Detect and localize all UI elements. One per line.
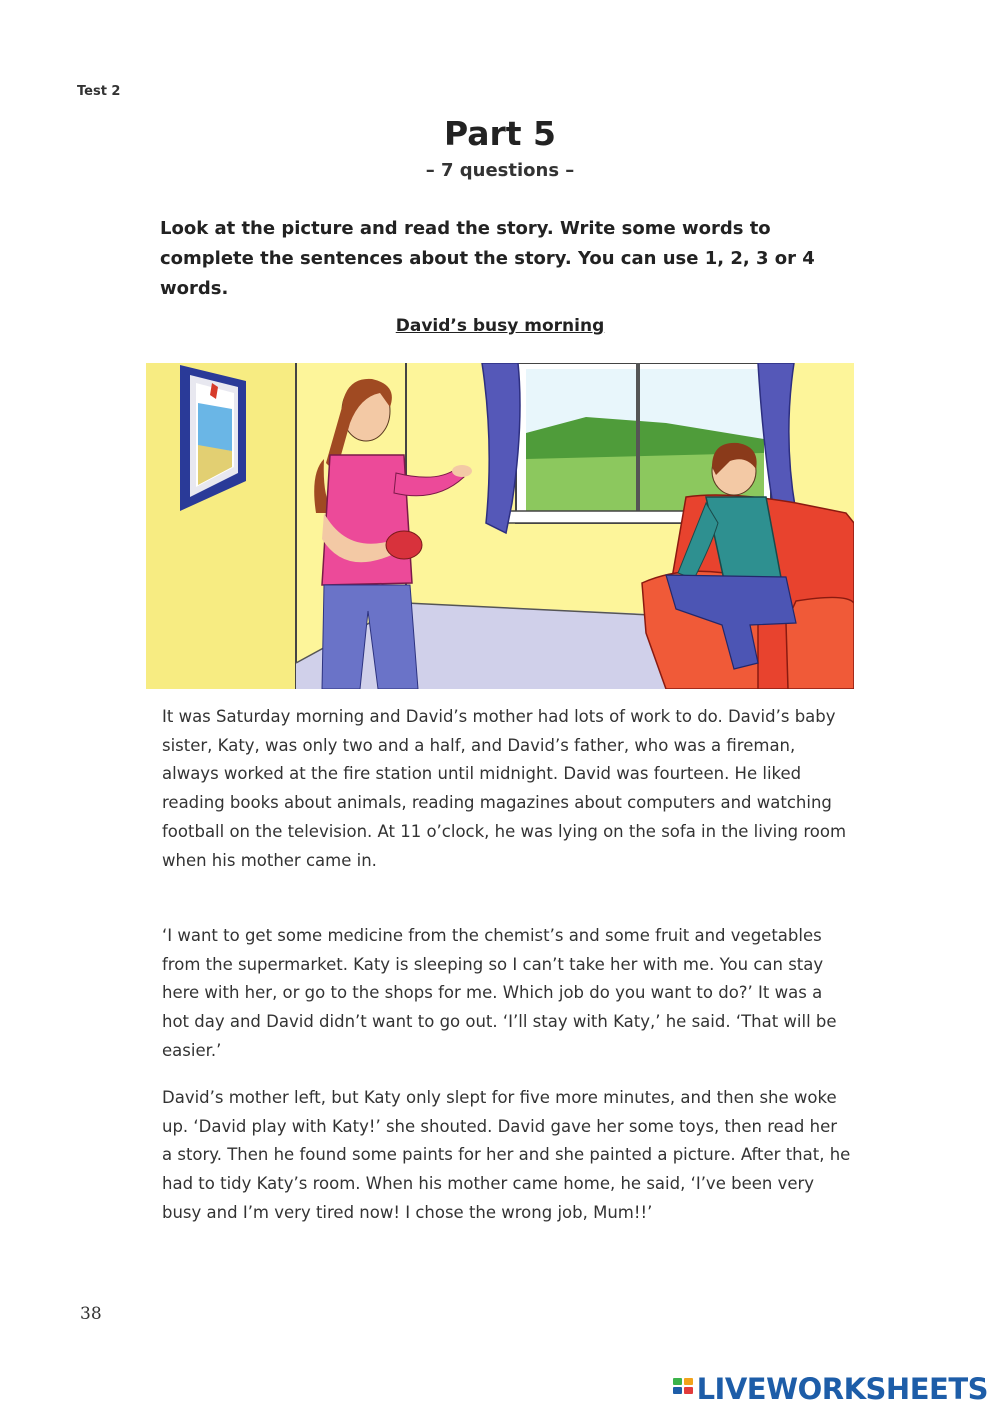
story-title: David’s busy morning <box>395 316 605 336</box>
part-title: Part 5 <box>443 114 557 153</box>
story-paragraph: It was Saturday morning and David’s mother had lots of work to do. David’s baby sister, Katy, was only two and a half, and David’s father, who was a fireman, always worked at the fire station until midnight. David was fourteen. He liked reading books about animals, reading magazines about computers and watching football on the television. At 11 o’clock, he was lying on the sofa in the living room when his mother came in. <box>162 707 847 870</box>
story-illustration <box>146 363 854 689</box>
page-number: 38 <box>80 1304 102 1324</box>
part-subtitle: – 7 questions – <box>425 160 575 181</box>
story-paragraph: ‘I want to get some medicine from the chemist’s and some fruit and vegetables from the supermarket. Katy is sleeping so I can’t take her with me. You can stay here with her, or go to the shops for me. Which job do you want to do?’ It was a hot day and David didn’t want to go out. ‘I’ll stay with Katy,’ he said. ‘That will be easier.’ <box>162 926 837 1060</box>
liveworksheets-logo[interactable] <box>673 1372 988 1406</box>
logo-text: LIVEWORKSHEETS <box>696 1372 988 1406</box>
story-paragraph: David’s mother left, but Katy only slept for five more minutes, and then she woke up. ‘David play with Katy!’ she shouted. David gave her some toys, then read her a story. Then he found some paints for her and she painted a picture. After that, he had to tidy Katy’s room. When his mother came home, he said, ‘I’ve been very busy and I’m very tired now! I chose the wrong job, Mum!!’ <box>162 1088 851 1222</box>
test-label: Test 2 <box>77 84 121 99</box>
instructions: Look at the picture and read the story. Write some words to complete the sentences about the story. You can use 1, 2, 3 or 4 words. <box>160 218 815 299</box>
logo-grid-icon <box>673 1376 695 1402</box>
